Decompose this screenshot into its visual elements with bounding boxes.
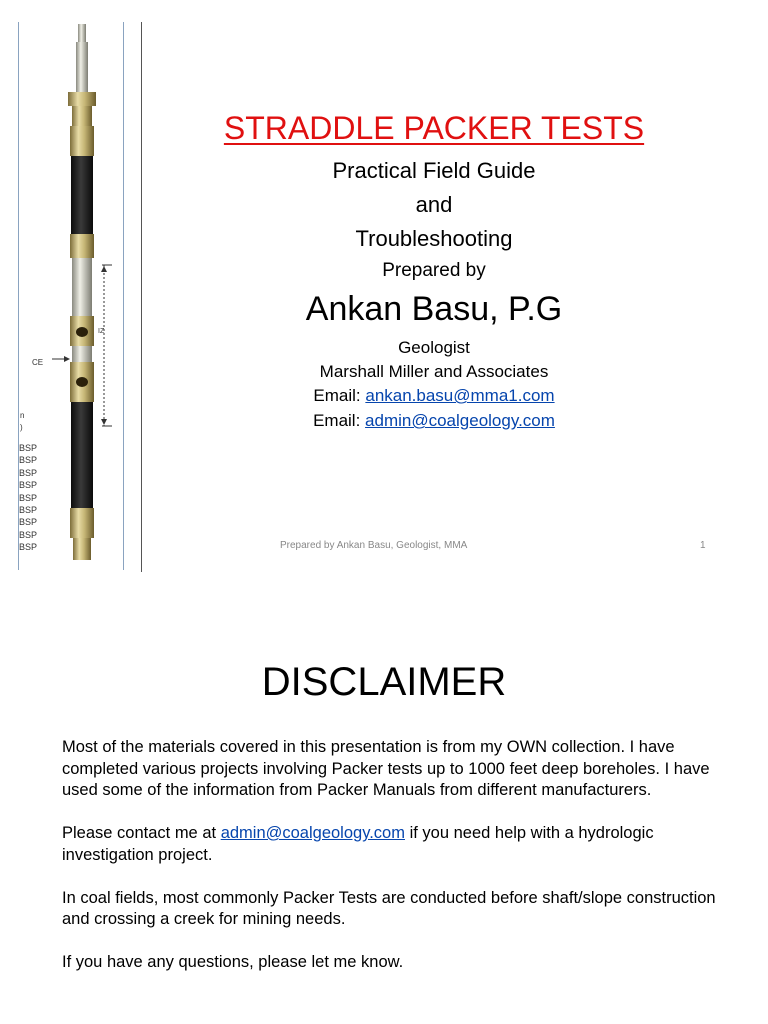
- bsp-label: BSP: [19, 529, 38, 540]
- disclaimer-paragraph-3: In coal fields, most commonly Packer Tests are conducted before shaft/slope construction and crossing a creek for mining needs.: [62, 888, 716, 928]
- diagram-label-n: n: [20, 411, 25, 420]
- company-name: Marshall Miller and Associates: [319, 362, 549, 381]
- subtitle-line-1: Practical Field Guide: [332, 158, 536, 183]
- diagram-label-partial: [20, 410, 24, 435]
- contact-suffix: investigation project.: [62, 845, 213, 864]
- bsp-label: BSP: [19, 505, 38, 516]
- slide-footer: Prepared by Ankan Basu, Geologist, MMA: [280, 540, 468, 551]
- bsp-label: BSP: [19, 542, 38, 553]
- bsp-label: BSP: [19, 492, 38, 503]
- bsp-label: BSP: [19, 467, 38, 478]
- disclaimer-paragraph-2: [62, 823, 722, 866]
- email-line-1: [142, 386, 726, 406]
- bsp-label: BSP: [19, 517, 38, 528]
- diagram-label-paren: ): [20, 423, 23, 433]
- diagram-label-iz: IZ: [98, 328, 105, 335]
- contact-email-link[interactable]: admin@coalgeology.com: [220, 824, 405, 842]
- disclaimer-slide: [0, 620, 768, 1024]
- bsp-label: BSP: [19, 455, 38, 466]
- bsp-label-list: [19, 442, 37, 554]
- contact-mid: if you need help with a hydrologic: [409, 824, 654, 842]
- disclaimer-paragraph-4: If you have any questions, please let me know.: [62, 953, 404, 971]
- disclaimer-title: DISCLAIMER: [261, 660, 507, 704]
- bsp-label: BSP: [19, 443, 38, 453]
- disclaimer-body: [62, 737, 722, 995]
- email-link-2[interactable]: admin@coalgeology.com: [365, 411, 555, 430]
- disclaimer-paragraph-1: Most of the materials covered in this presentation is from my OWN collection. I have completed various projects involving Packer tests up to 1000 feet deep boreholes. I have used some of the information from Packer Manuals from different manufacturers.: [62, 738, 710, 799]
- bsp-label: BSP: [19, 480, 38, 491]
- prepared-by-label: Prepared by: [382, 260, 486, 281]
- subtitle-line-2: and: [415, 192, 453, 217]
- slide-title: STRADDLE PACKER TESTS: [223, 110, 645, 146]
- email-label: Email:: [313, 386, 361, 405]
- email-line-2: [142, 411, 726, 431]
- author-role: Geologist: [398, 338, 470, 357]
- author-name: Ankan Basu, P.G: [305, 290, 563, 328]
- slide-number: 1: [700, 540, 706, 551]
- subtitle-line-3: Troubleshooting: [355, 226, 513, 251]
- email-label: Email:: [313, 411, 361, 430]
- email-link-1[interactable]: ankan.basu@mma1.com: [365, 386, 555, 405]
- contact-prefix: Please contact me at: [62, 824, 217, 842]
- diagram-label-ce: CE: [32, 358, 44, 367]
